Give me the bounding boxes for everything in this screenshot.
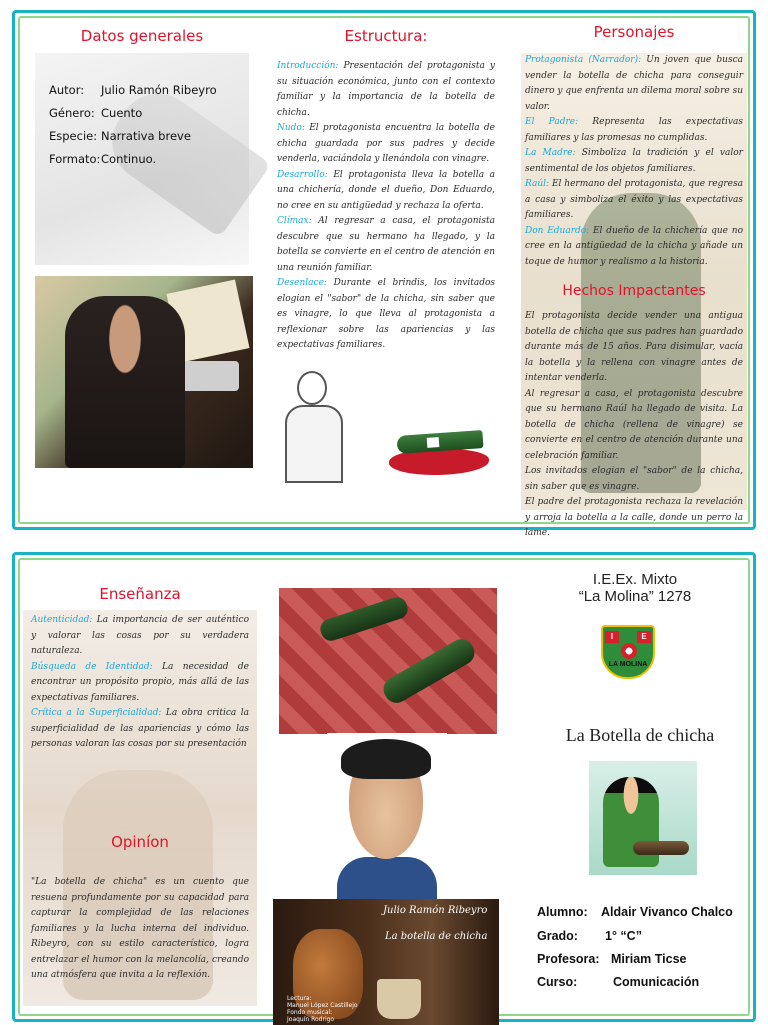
datos-row-species: Especie: Narrativa breve — [49, 129, 191, 143]
estructura-text: Introducción: Presentación del protagonista y su situación económica, junto con el contexto familiar y la importancia de la botella de chicha. Nudo: El protagonista encuentra la botella de chicha guardada por sus padres y decide venderla, vaciándola y llenándola con vinagre. Desarrollo: El protagonista lleva la botella a una chichería, donde el dueño, Don Eduardo, no cree en su antigüedad y rechaza la oferta. Clímax: Al regresar a casa, el protagonista descubre que su hermano ha llegado, y la botella se convierte en el centro de atención en una reunión familiar. Desenlace: Durante el brindis, los invitados elogian el "sabor" de la chicha, sin saber que es vinagre, lo que lleva al protagonista a reflexionar sobre las apariencias y las expectativas familiares. — [277, 61, 495, 350]
cover-title: La botella de chicha — [385, 931, 488, 942]
cover-credits: Lectura: Manuel López Castillejo Fondo musical: Joaquín Rodrigo — [287, 995, 358, 1023]
sketch-boy-body — [285, 405, 343, 483]
broken-bottle-shape — [379, 635, 479, 708]
ensenanza-text: Autenticidad: La importancia de ser auténtico y valorar las cosas por su verdadera naturaleza. Búsqueda de Identidad: La necesidad de encontrar un propósito propio, más allá de las expectativas familiares. Crítica a la Superficialidad: La obra critica la superficialidad de las apariencias y cómo las personas valoran las cosas por su presentación — [31, 615, 250, 749]
personajes-title: Personajes — [593, 23, 675, 41]
broken-bottle-shape — [318, 595, 410, 644]
datos-box — [35, 53, 249, 265]
info-grade: Grado: 1° “C” — [537, 929, 642, 943]
school-name: I.E.Ex. Mixto “La Molina” 1278 — [578, 571, 692, 605]
author-figure — [65, 296, 185, 468]
crest-emblem — [621, 643, 637, 659]
ensenanza-title: Enseñanza — [99, 585, 181, 603]
cup-shape — [377, 979, 421, 1019]
personajes-text: Protagonista (Narrador): Un joven que busca vender la botella de chicha para conseguir dinero y que enfrenta un dilema moral sobre su valor. El Padre: Representa las expectativas familiares y las promesas no cumplidas. La Madre: Simboliza la tradición y el valor sentimental de los objetos familiares. Raúl: El hermano del protagonista, que regresa a casa y simboliza el éxito y las expectativas familiares. Don Eduardo: El dueño de la chichería que no cree en la antigüedad de la chicha y añade un toque de humor y realismo a la historia. — [525, 55, 743, 267]
hechos-text: El protagonista decide vender una antigua botella de chicha que sus padres han guardado durante más de 15 años. Para disimular, vacía la botella y la rellena con vinagre antes de intentar venderla. Al regresar a casa, el protagonista descubre que su hermano Raúl ha llegado de visita. La botella de chicha (rellena de vinagre) se convierte en el centro de atención durante una celebración familiar. Los invitados elogian el "sabor" de la chicha, sin saber que es vinagre. El padre del protagonista rechaza la revelación y arroja la botella a la calle, donde un perro la lame. — [525, 311, 743, 538]
author-portrait-image — [35, 276, 253, 468]
info-course: Curso: Comunicación — [537, 975, 700, 989]
datos-row-author: Autor: Julio Ramón Ribeyro — [49, 83, 217, 97]
sketch-boy-head — [297, 371, 327, 405]
caricature-hair — [341, 739, 431, 779]
crest-letter-i: I — [605, 631, 619, 643]
datos-row-genre: Género: Cuento — [49, 106, 143, 120]
book-title: La Botella de chicha — [565, 725, 715, 745]
broken-bottle-image — [279, 588, 497, 734]
datos-title: Datos generales — [80, 27, 204, 45]
book-cover-image — [273, 899, 499, 1025]
caricature-suit — [337, 857, 437, 901]
cover-author: Julio Ramón Ribeyro — [383, 905, 488, 916]
crest-label: LA MOLINA — [608, 661, 648, 668]
info-teacher: Profesora: Miriam Ticse — [537, 952, 687, 966]
typewriter-shape — [179, 361, 239, 391]
author-caricature-image — [327, 733, 447, 901]
crest-letter-e: E — [637, 631, 651, 643]
bottle-shape — [633, 841, 689, 855]
estructura-title: Estructura: — [344, 27, 428, 45]
brochure-front-panel — [12, 10, 756, 538]
brochure-back-panel — [12, 552, 756, 1022]
school-crest-icon — [601, 625, 655, 679]
opinion-text: "La botella de chicha" es un cuento que resuena profundamente por su capacidad para capturar la complejidad de las relaciones familiares y la lucha interna del individuo. Ribeyro, con su estilo característico, logra entrelazar el humor con la melancolía, creando una atmósfera que invita a la reflexión. — [31, 877, 249, 980]
datos-row-format: Formato:Continuo. — [49, 152, 157, 166]
info-student: Alumno: Aldair Vivanco Chalco — [537, 905, 733, 919]
boy-with-bottle-image — [589, 761, 697, 875]
opinion-title: Opiníon — [111, 833, 169, 851]
hechos-title: Hechos Impactantes — [562, 283, 706, 299]
boy-with-bottle-illustration — [271, 363, 501, 483]
